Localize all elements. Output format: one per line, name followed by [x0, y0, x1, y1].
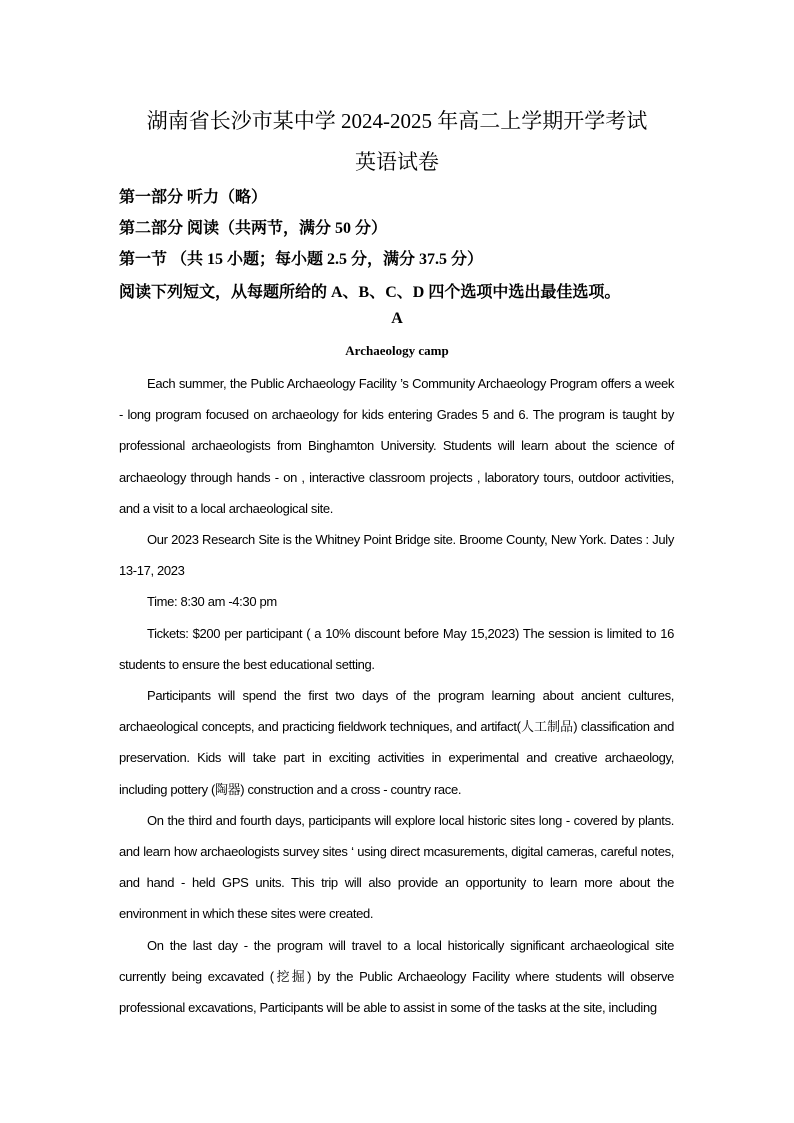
paragraph: Each summer, the Public Archaeology Facility ’s Community Archaeology Program offers a week - long program focused on archaeology for kids entering Grades 5 and 6. The program is taught by professional archaeologists from Binghamton University. Students will learn about the science of archaeology through hands - on , interactive classroom projects , laboratory tours, outdoor activities, and a visit to a local archaeological site.	[119, 376, 674, 516]
passage-letter: A	[391, 310, 403, 327]
passage-body	[119, 368, 674, 1023]
passage-title: Archaeology camp	[345, 343, 449, 358]
exam-subtitle: 英语试卷	[355, 150, 439, 174]
paragraph: Tickets: $200 per participant ( a 10% discount before May 15,2023) The session is limited to 16 students to ensure the best educational setting.	[119, 625, 674, 672]
exam-title: 湖南省长沙市某中学 2024-2025 年高二上学期开学考试	[146, 109, 648, 133]
part1-heading: 第一部分 听力（略）	[119, 189, 268, 206]
paragraph: On the third and fourth days, participants will explore local historic sites long - covered by plants. and learn how archaeologists survey sites ‘ using direct mcasurements, digital cameras, careful notes, and hand - held GPS units. This trip will also provide an opportunity to learn more about the environment in which these sites were created.	[119, 812, 674, 922]
instruction-text: 阅读下列短文，从每题所给的 A、B、C、D 四个选项中选出最佳选项。	[119, 284, 621, 301]
part2-heading: 第二部分 阅读（共两节，满分 50 分）	[119, 220, 388, 237]
paragraph: Time: 8:30 am -4:30 pm	[147, 594, 277, 610]
paragraph: Participants will spend the first two days of the program learning about ancient cultures, archaeological concepts, and practicing fieldwork techniques, and artifact(人工制品) classification and preservation. Kids will take part in exciting activities in experimental and creative archaeology, including pottery (陶器) construction and a cross - country race.	[119, 688, 674, 797]
section1-heading: 第一节 （共 15 小题；每小题 2.5 分，满分 37.5 分）	[119, 251, 484, 268]
paragraph: On the last day - the program will travel to a local historically significant archaeological site currently being excavated (挖掘) by the Public Archaeology Facility where students will observe professional excavations, Participants will be able to assist in some of the tasks at the site, including	[119, 937, 674, 1016]
paragraph: Our 2023 Research Site is the Whitney Point Bridge site. Broome County, New York. Dates : July 13-17, 2023	[119, 532, 674, 579]
